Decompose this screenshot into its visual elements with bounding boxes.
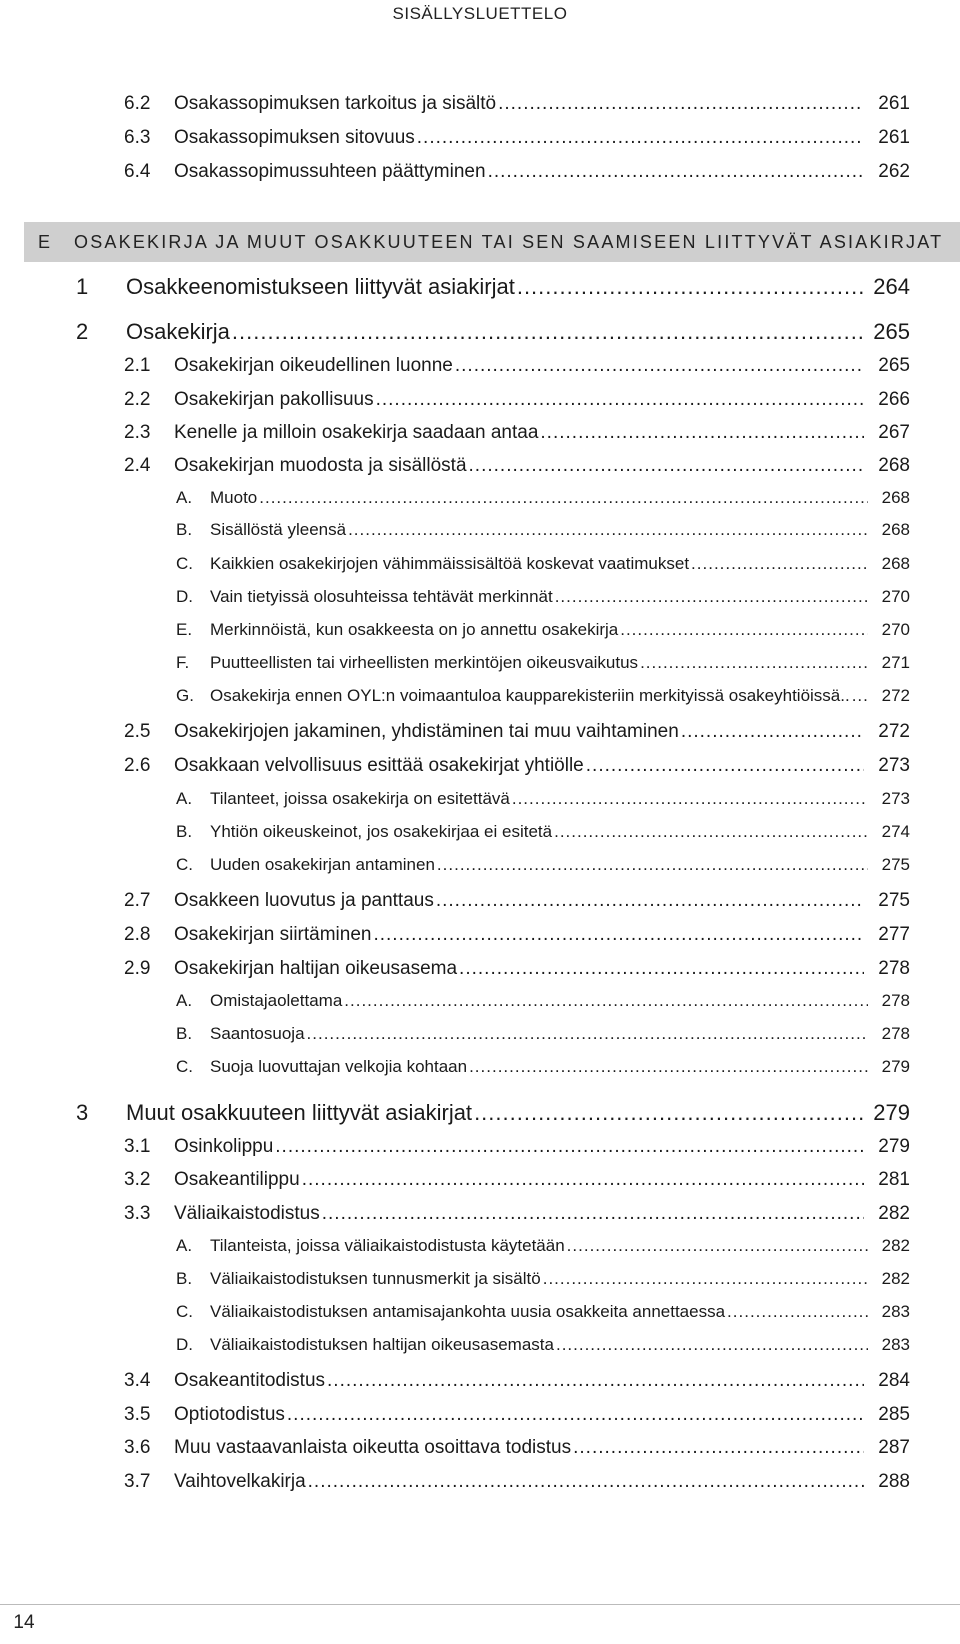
dot-leader xyxy=(417,126,864,150)
toc-entry xyxy=(124,454,910,478)
dot-leader xyxy=(455,354,864,378)
toc-entry-number: 1 xyxy=(76,274,89,299)
toc-entry-page: 279 xyxy=(873,1100,910,1125)
toc-entry-page: 279 xyxy=(878,1136,910,1157)
toc-entry xyxy=(124,1168,910,1192)
dot-leader xyxy=(488,160,864,184)
toc-entry-page: 261 xyxy=(878,93,910,114)
toc-entry-page: 283 xyxy=(881,1335,910,1354)
toc-entry-title: Osakkaan velvollisuus esittää osakekirjat yhtiölle xyxy=(174,755,584,776)
toc-entry-page: 265 xyxy=(873,319,910,344)
dot-leader xyxy=(436,889,864,913)
dot-leader xyxy=(852,685,868,707)
toc-entry-title: Osakekirjojen jakaminen, yhdistäminen tai muu vaihtaminen xyxy=(174,721,679,742)
toc-entry-page: 268 xyxy=(881,520,910,539)
page-footer-rule xyxy=(0,1604,960,1605)
dot-leader xyxy=(232,318,864,346)
dot-leader xyxy=(498,92,864,116)
dot-leader xyxy=(573,1436,864,1460)
toc-entry-title: Osakekirjan haltijan oikeusasema xyxy=(174,958,458,979)
toc-entry-title: Kaikkien osakekirjojen vähimmäissisältöä koskevat vaatimukset xyxy=(210,554,690,573)
toc-entry-title: Osakeantilippu xyxy=(174,1169,300,1190)
dot-leader xyxy=(554,821,868,843)
section-title: OSAKEKIRJA JA MUUT OSAKKUUTEEN TAI SEN SAAMISEEN LIITTYVÄT ASIAKIRJAT xyxy=(74,231,944,252)
toc-entry-page: 275 xyxy=(878,890,910,911)
toc-entry-title: Väliaikaistodistus xyxy=(174,1203,320,1224)
toc-entry-page: 287 xyxy=(878,1437,910,1458)
toc-entry-number: E. xyxy=(176,620,193,639)
toc-entry-number: 3.2 xyxy=(124,1169,151,1190)
dot-leader xyxy=(344,990,868,1012)
dot-leader xyxy=(567,1235,868,1257)
toc-entry xyxy=(176,1235,910,1257)
dot-leader xyxy=(469,1056,868,1078)
toc-entry xyxy=(124,354,910,378)
toc-entry-number: 3.1 xyxy=(124,1136,151,1157)
toc-entry-page: 272 xyxy=(878,721,910,742)
toc-entry xyxy=(176,1301,910,1323)
toc-entry-number: C. xyxy=(176,855,193,874)
toc-entry-title: Osakekirjan oikeudellinen luonne xyxy=(174,355,453,376)
toc-entry-number: 2.2 xyxy=(124,389,151,410)
toc-entry xyxy=(124,160,910,184)
dot-leader xyxy=(691,553,868,575)
toc-entry-page: 264 xyxy=(873,274,910,299)
toc-entry-page: 270 xyxy=(881,620,910,639)
toc-entry-page: 268 xyxy=(878,455,910,476)
toc-entry xyxy=(124,720,910,744)
toc-entry-number: 2.3 xyxy=(124,422,151,443)
dot-leader xyxy=(322,1202,864,1226)
running-header: SISÄLLYSLUETTELO xyxy=(392,4,568,23)
toc-entry-page: 278 xyxy=(881,1024,910,1043)
toc-entry xyxy=(124,1403,910,1427)
toc-entry-title: Osakassopimuksen sitovuus xyxy=(174,127,415,148)
toc-entry-page: 285 xyxy=(878,1404,910,1425)
toc-entry xyxy=(176,1334,910,1356)
toc-entry-title: Osakassopimussuhteen päättyminen xyxy=(174,161,486,182)
dot-leader xyxy=(373,923,864,947)
toc-entry-page: 288 xyxy=(878,1471,910,1492)
toc-entry-number: A. xyxy=(176,789,193,808)
toc-entry-title: Osinkolippu xyxy=(174,1136,274,1157)
toc-entry-number: D. xyxy=(176,587,193,606)
toc-entry-page: 279 xyxy=(881,1057,910,1076)
toc-entry-page: 273 xyxy=(878,755,910,776)
dot-leader xyxy=(540,421,864,445)
toc-entry xyxy=(76,1099,910,1127)
toc-entry-page: 282 xyxy=(881,1269,910,1288)
toc-entry-page: 278 xyxy=(878,958,910,979)
dot-leader xyxy=(437,854,868,876)
dot-leader xyxy=(307,1023,868,1045)
dot-leader xyxy=(517,273,864,301)
toc-entry-number: 3.3 xyxy=(124,1203,151,1224)
toc-entry-title: Osakekirjan siirtäminen xyxy=(174,924,372,945)
toc-entry xyxy=(124,754,910,778)
toc-entry-number: B. xyxy=(176,520,193,539)
dot-leader xyxy=(555,586,868,608)
toc-entry-page: 278 xyxy=(881,991,910,1010)
toc-entry xyxy=(124,126,910,150)
toc-entry-page: 283 xyxy=(881,1302,910,1321)
toc-entry-page: 262 xyxy=(878,161,910,182)
toc-entry-page: 261 xyxy=(878,127,910,148)
toc-entry xyxy=(124,1436,910,1460)
toc-entry-title: Merkinnöistä, kun osakkeesta on jo annettu osakekirja xyxy=(210,620,619,639)
toc-entry-page: 281 xyxy=(878,1169,910,1190)
toc-entry-page: 282 xyxy=(881,1236,910,1255)
toc-entry xyxy=(176,1023,910,1045)
toc-entry-number: 3 xyxy=(76,1100,89,1125)
dot-leader xyxy=(640,652,868,674)
toc-entry-title: Osakekirja ennen OYL:n voimaantuloa kaupparekisteriin merkityissä osakeyhtiöissä.. xyxy=(210,686,850,705)
toc-entry xyxy=(176,1056,910,1078)
dot-leader xyxy=(543,1268,868,1290)
toc-entry xyxy=(176,487,910,509)
toc-entry xyxy=(76,318,910,346)
toc-entry-title: Tilanteista, joissa väliaikaistodistusta käytetään xyxy=(210,1236,565,1255)
toc-entry-page: 272 xyxy=(881,686,910,705)
dot-leader xyxy=(727,1301,868,1323)
page-number: 14 xyxy=(13,1612,35,1633)
toc-entry-number: 3.6 xyxy=(124,1437,151,1458)
toc-entry-title: Osakekirjan muodosta ja sisällöstä xyxy=(174,455,467,476)
toc-entry-title: Osakkeenomistukseen liittyvät asiakirjat xyxy=(126,274,515,299)
toc-entry-page: 266 xyxy=(878,389,910,410)
toc-entry-page: 271 xyxy=(881,653,910,672)
toc-entry-number: 6.3 xyxy=(124,127,151,148)
dot-leader xyxy=(308,1470,864,1494)
toc-entry-number: 2.9 xyxy=(124,958,151,979)
toc-entry-title: Vaihtovelkakirja xyxy=(174,1471,306,1492)
toc-entry xyxy=(176,652,910,674)
toc-entry-page: 274 xyxy=(881,822,910,841)
toc-entry xyxy=(176,854,910,876)
toc-entry-page: 267 xyxy=(878,422,910,443)
toc-entry-number: 2.8 xyxy=(124,924,151,945)
toc-entry xyxy=(124,1135,910,1159)
toc-entry xyxy=(124,923,910,947)
toc-entry xyxy=(124,957,910,981)
toc-entry xyxy=(124,1470,910,1494)
toc-entry-title: Tilanteet, joissa osakekirja on esitettävä xyxy=(210,789,510,808)
toc-entry-title: Uuden osakekirjan antaminen xyxy=(210,855,435,874)
toc-entry-title: Muoto xyxy=(210,488,258,507)
toc-entry-number: A. xyxy=(176,1236,193,1255)
toc-entry xyxy=(76,273,910,301)
toc-entry-title: Osakekirjan pakollisuus xyxy=(174,389,374,410)
dot-leader xyxy=(459,957,864,981)
toc-entry-title: Osakeantitodistus xyxy=(174,1370,326,1391)
toc-entry-title: Väliaikaistodistuksen antamisajankohta uusia osakkeita annettaessa xyxy=(210,1302,726,1321)
toc-entry-number: 2.7 xyxy=(124,890,151,911)
dot-leader xyxy=(275,1135,864,1159)
toc-entry xyxy=(124,1369,910,1393)
dot-leader xyxy=(259,487,868,509)
toc-entry-title: Väliaikaistodistuksen tunnusmerkit ja sisältö xyxy=(210,1269,541,1288)
toc-entry-page: 284 xyxy=(878,1370,910,1391)
toc-entry-title: Osakkeen luovutus ja panttaus xyxy=(174,890,434,911)
toc-entry-page: 268 xyxy=(881,554,910,573)
dot-leader xyxy=(681,720,864,744)
toc-entry-number: 2.1 xyxy=(124,355,151,376)
toc-entry-title: Saantosuoja xyxy=(210,1024,305,1043)
toc-entry xyxy=(124,421,910,445)
dot-leader xyxy=(556,1334,868,1356)
toc-entry-number: C. xyxy=(176,1057,193,1076)
toc-entry-number: 3.5 xyxy=(124,1404,151,1425)
toc-entry-number: B. xyxy=(176,1024,193,1043)
toc-entry xyxy=(176,519,910,541)
section-letter: E xyxy=(38,231,53,252)
toc-entry xyxy=(176,788,910,810)
toc-entry-title: Optiotodistus xyxy=(174,1404,285,1425)
toc-entry-number: B. xyxy=(176,822,193,841)
toc-entry-page: 273 xyxy=(881,789,910,808)
dot-leader xyxy=(287,1403,864,1427)
toc-entry-number: 2.5 xyxy=(124,721,151,742)
dot-leader xyxy=(586,754,864,778)
toc-entry-number: A. xyxy=(176,488,193,507)
toc-entry xyxy=(124,889,910,913)
toc-entry-number: 2.6 xyxy=(124,755,151,776)
toc-entry-page: 270 xyxy=(881,587,910,606)
toc-entry xyxy=(124,388,910,412)
toc-entry-title: Sisällöstä yleensä xyxy=(210,520,347,539)
toc-entry-number: B. xyxy=(176,1269,193,1288)
toc-entry-title: Muu vastaavanlaista oikeutta osoittava todistus xyxy=(174,1437,572,1458)
dot-leader xyxy=(512,788,868,810)
toc-entry xyxy=(176,821,910,843)
toc-entry-number: D. xyxy=(176,1335,193,1354)
toc-entry-number: 2.4 xyxy=(124,455,151,476)
toc-entry-page: 282 xyxy=(878,1203,910,1224)
toc-entry xyxy=(176,553,910,575)
toc-entry-number: 6.2 xyxy=(124,93,151,114)
dot-leader xyxy=(327,1369,864,1393)
toc-entry xyxy=(176,990,910,1012)
toc-entry-title: Muut osakkuuteen liittyvät asiakirjat xyxy=(126,1100,473,1125)
dot-leader xyxy=(620,619,868,641)
toc-entry xyxy=(124,92,910,116)
toc-entry-title: Yhtiön oikeuskeinot, jos osakekirjaa ei esitetä xyxy=(210,822,553,841)
toc-entry-page: 277 xyxy=(878,924,910,945)
dot-leader xyxy=(348,519,868,541)
dot-leader xyxy=(469,454,864,478)
toc-entry-title: Osakekirja xyxy=(126,319,230,344)
toc-entry-number: G. xyxy=(176,686,194,705)
toc-entry-page: 275 xyxy=(881,855,910,874)
toc-entry-title: Puutteellisten tai virheellisten merkintöjen oikeusvaikutus xyxy=(210,653,639,672)
dot-leader xyxy=(302,1168,864,1192)
toc-entry-number: 2 xyxy=(76,319,89,344)
dot-leader xyxy=(474,1099,864,1127)
toc-entry xyxy=(176,1268,910,1290)
toc-entry-page: 268 xyxy=(881,488,910,507)
toc-entry xyxy=(176,619,910,641)
toc-entry-title: Omistajaolettama xyxy=(210,991,343,1010)
toc-entry-number: 3.7 xyxy=(124,1471,151,1492)
toc-entry-number: 6.4 xyxy=(124,161,151,182)
toc-entry-number: F. xyxy=(176,653,190,672)
toc-entry xyxy=(176,685,910,707)
toc-entry-title: Kenelle ja milloin osakekirja saadaan antaa xyxy=(174,422,539,443)
toc-entry-title: Väliaikaistodistuksen haltijan oikeusasemasta xyxy=(210,1335,554,1354)
toc-entry-number: 3.4 xyxy=(124,1370,151,1391)
toc-entry-title: Suoja luovuttajan velkojia kohtaan xyxy=(210,1057,468,1076)
toc-entry-number: C. xyxy=(176,554,193,573)
toc-entry-number: C. xyxy=(176,1302,193,1321)
toc-entry-title: Osakassopimuksen tarkoitus ja sisältö xyxy=(174,93,497,114)
toc-entry-title: Vain tietyissä olosuhteissa tehtävät merkinnät xyxy=(210,587,553,606)
toc-entry xyxy=(176,586,910,608)
toc-entry-page: 265 xyxy=(878,355,910,376)
toc-entry xyxy=(124,1202,910,1226)
dot-leader xyxy=(376,388,864,412)
toc-entry-number: A. xyxy=(176,991,193,1010)
